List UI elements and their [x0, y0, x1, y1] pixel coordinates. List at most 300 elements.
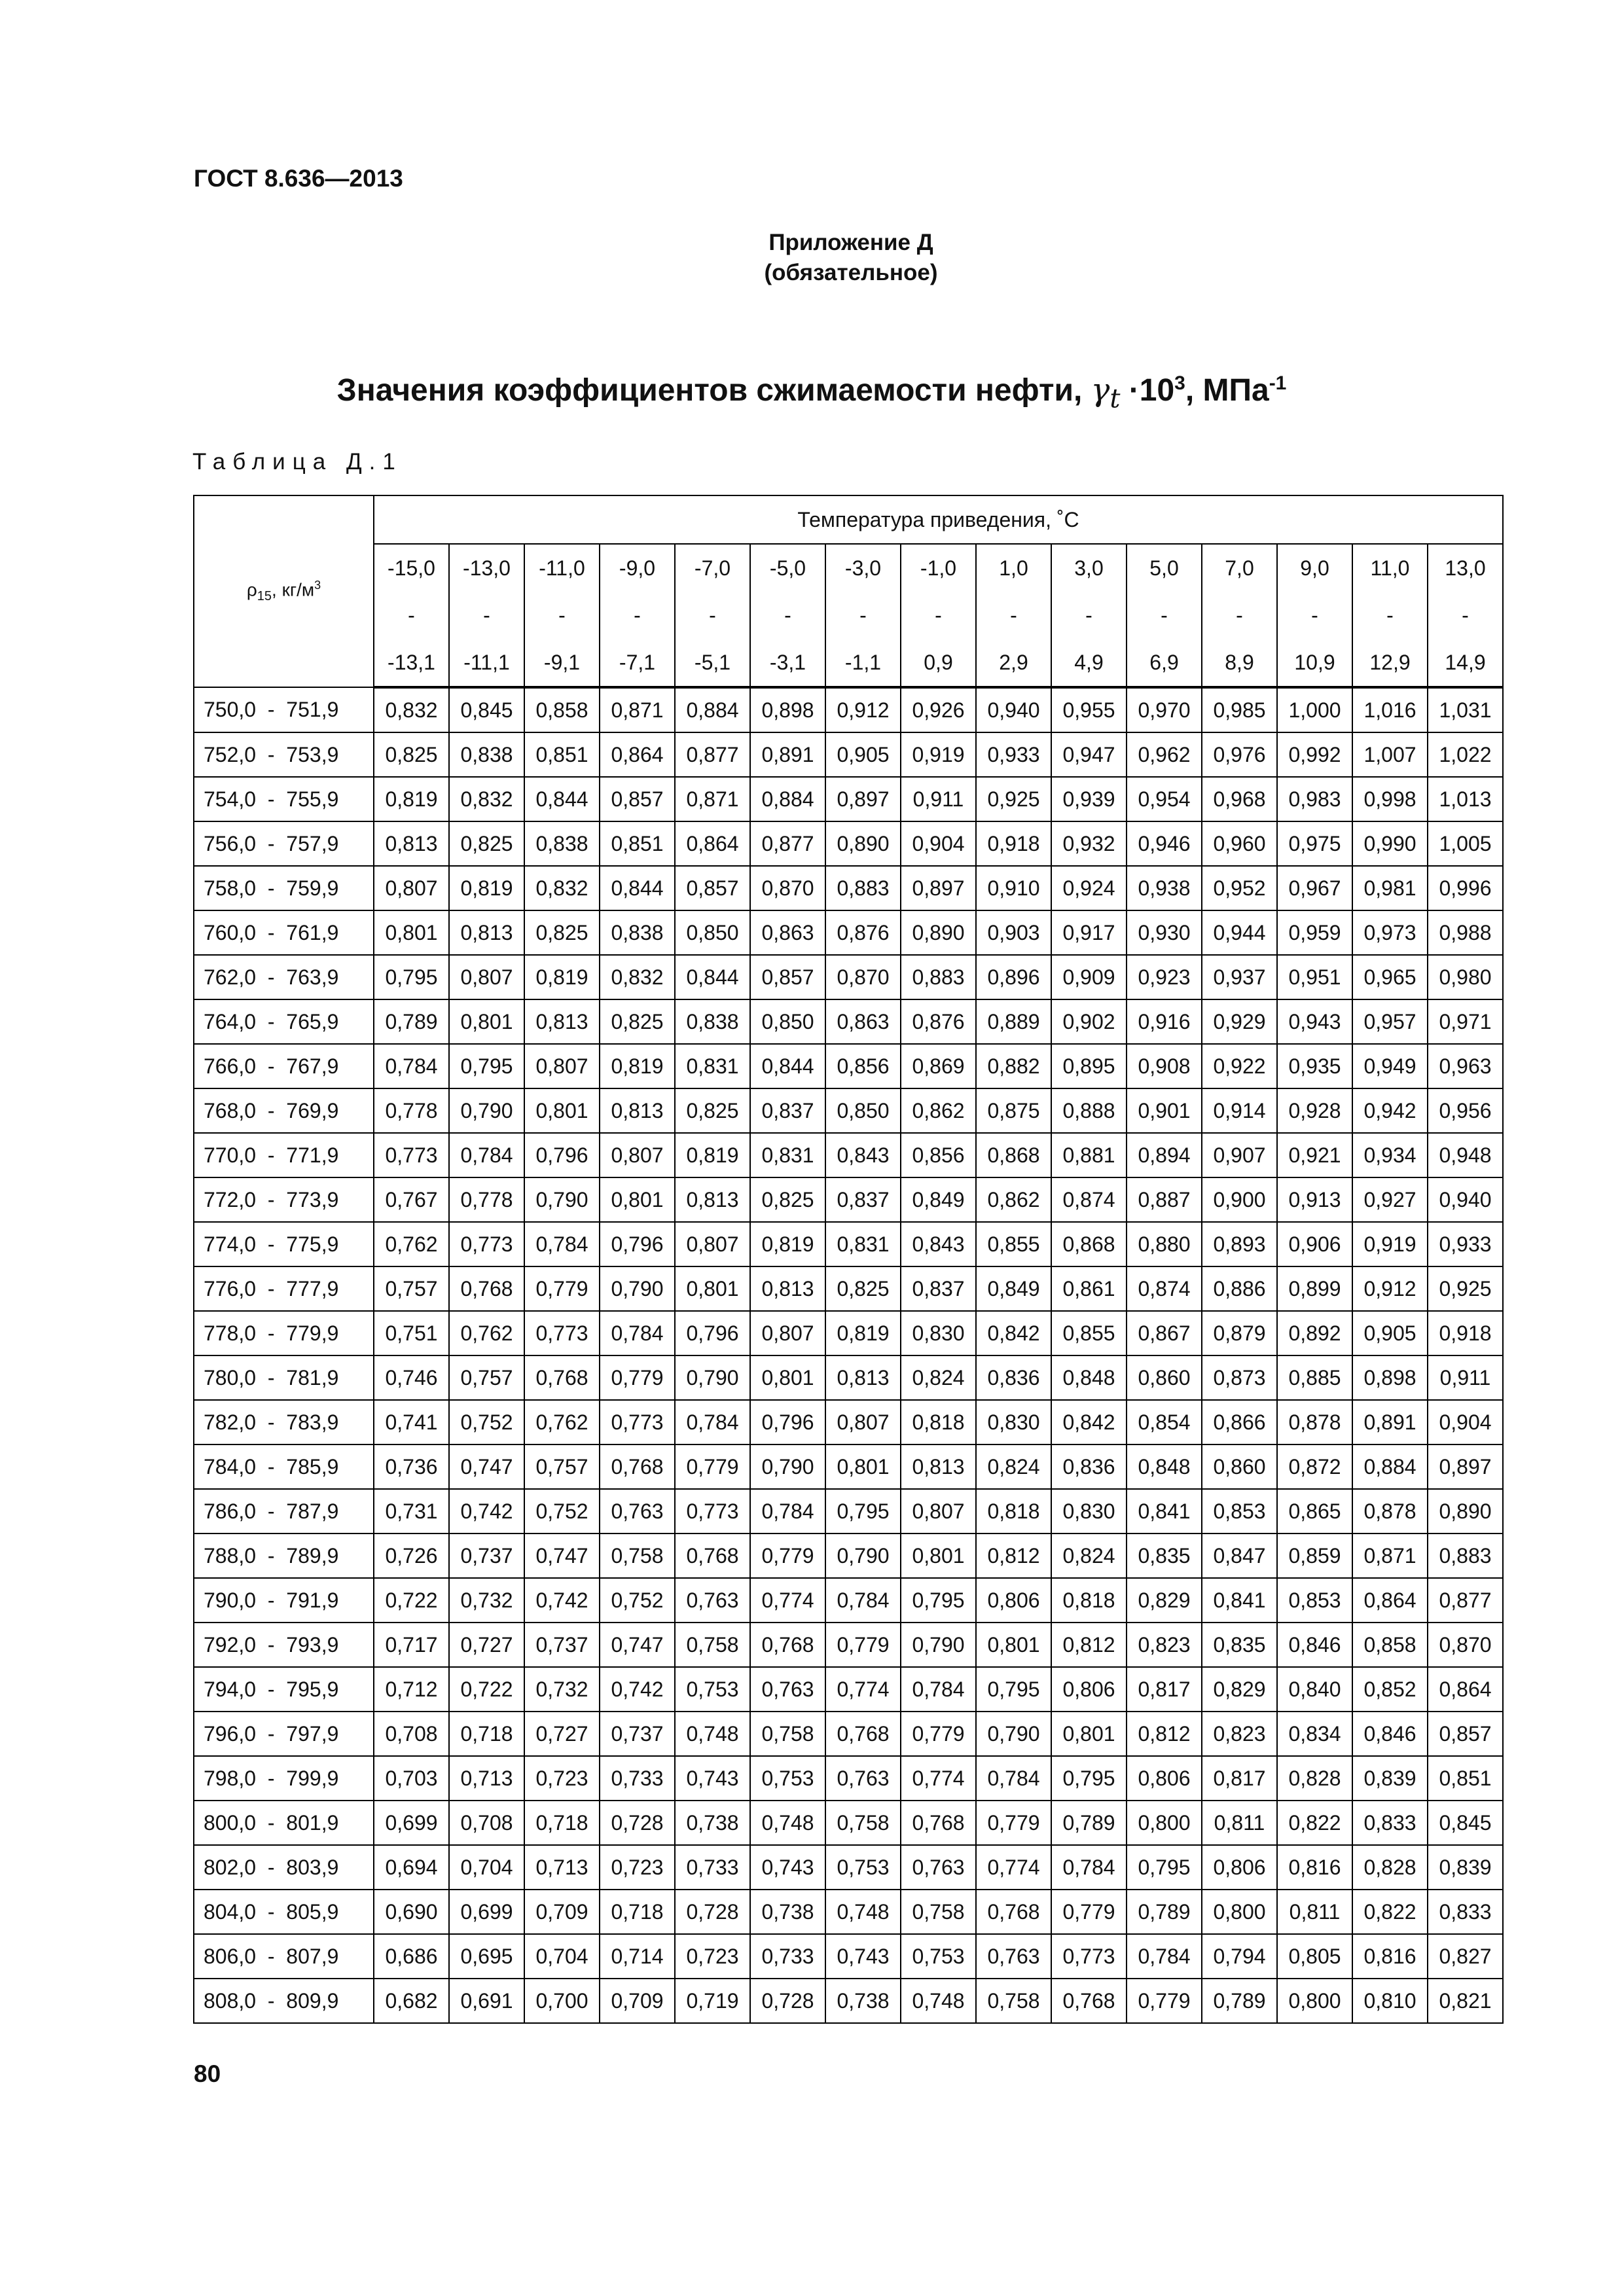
coefficient-cell: 0,753: [825, 1845, 901, 1890]
density-range-cell: 754,0 - 755,9: [194, 777, 374, 821]
coefficient-cell: 0,728: [750, 1979, 825, 2023]
coefficient-cell: 0,819: [524, 955, 600, 999]
coefficient-cell: 0,819: [449, 866, 524, 910]
coefficient-cell: 0,874: [1127, 1266, 1202, 1311]
coefficient-cell: 0,839: [1352, 1756, 1428, 1801]
document-code: ГОСТ 8.636—2013: [194, 165, 403, 192]
coefficient-cell: 0,813: [374, 821, 449, 866]
coefficient-cell: 0,773: [600, 1400, 675, 1444]
coefficient-cell: 0,849: [901, 1177, 976, 1222]
coefficient-cell: 0,838: [449, 732, 524, 777]
coefficient-cell: 0,737: [449, 1534, 524, 1578]
coefficient-cell: 0,905: [1352, 1311, 1428, 1355]
temperature-range-from: 7,0: [1225, 556, 1254, 580]
coefficient-cell: 0,758: [675, 1623, 750, 1667]
coefficient-cell: 0,912: [825, 687, 901, 732]
coefficient-cell: 0,714: [600, 1934, 675, 1979]
table-row: [194, 1845, 1503, 1890]
page-title: [157, 372, 1466, 414]
table-body: [194, 687, 1503, 2023]
coefficient-cell: 0,864: [1352, 1578, 1428, 1623]
coefficient-cell: 0,825: [449, 821, 524, 866]
coefficient-cell: 0,718: [524, 1801, 600, 1845]
coefficient-cell: 0,757: [374, 1266, 449, 1311]
coefficient-cell: 0,768: [901, 1801, 976, 1845]
coefficient-cell: 0,709: [524, 1890, 600, 1934]
coefficient-cell: 0,825: [825, 1266, 901, 1311]
temperature-column-header: [976, 544, 1051, 687]
density-range-cell: 764,0 - 765,9: [194, 999, 374, 1044]
coefficient-cell: 0,753: [901, 1934, 976, 1979]
coefficient-cell: 0,971: [1428, 999, 1503, 1044]
coefficient-cell: 0,790: [675, 1355, 750, 1400]
coefficient-cell: 0,932: [1051, 821, 1127, 866]
coefficient-cell: 0,723: [524, 1756, 600, 1801]
density-range-cell: 786,0 - 787,9: [194, 1489, 374, 1534]
temperature-range-sep: -: [483, 603, 490, 627]
coefficient-cell: 0,942: [1352, 1088, 1428, 1133]
coefficient-cell: 0,796: [600, 1222, 675, 1266]
temperature-range-to: 12,9: [1369, 651, 1411, 674]
density-range-cell: 756,0 - 757,9: [194, 821, 374, 866]
coefficient-cell: 0,911: [901, 777, 976, 821]
coefficient-cell: 0,779: [1127, 1979, 1202, 2023]
coefficient-cell: 0,896: [976, 955, 1051, 999]
title-multiplier: ·10: [1120, 373, 1175, 408]
coefficient-cell: 0,812: [976, 1534, 1051, 1578]
coefficient-cell: 0,882: [976, 1044, 1051, 1088]
coefficient-cell: 0,849: [976, 1266, 1051, 1311]
coefficient-cell: 0,951: [1277, 955, 1352, 999]
coefficient-cell: 0,790: [901, 1623, 976, 1667]
coefficient-cell: 0,718: [449, 1712, 524, 1756]
coefficient-cell: 0,853: [1202, 1489, 1277, 1534]
coefficient-cell: 0,773: [1051, 1934, 1127, 1979]
rho-unit-exponent: 3: [314, 579, 321, 592]
coefficient-cell: 0,830: [976, 1400, 1051, 1444]
coefficient-cell: 0,778: [374, 1088, 449, 1133]
temperature-column-header: [675, 544, 750, 687]
coefficient-cell: 0,897: [1428, 1444, 1503, 1489]
table-row: [194, 1890, 1503, 1934]
coefficient-cell: 0,976: [1202, 732, 1277, 777]
coefficient-cell: 0,733: [750, 1934, 825, 1979]
table-row: [194, 1712, 1503, 1756]
coefficient-cell: 0,957: [1352, 999, 1428, 1044]
coefficient-cell: 0,948: [1428, 1133, 1503, 1177]
coefficient-cell: 0,930: [1127, 910, 1202, 955]
coefficient-cell: 0,824: [901, 1355, 976, 1400]
coefficient-cell: 1,013: [1428, 777, 1503, 821]
coefficient-cell: 0,825: [675, 1088, 750, 1133]
coefficient-cell: 0,784: [449, 1133, 524, 1177]
coefficient-cell: 0,828: [1277, 1756, 1352, 1801]
coefficient-cell: 0,723: [675, 1934, 750, 1979]
coefficient-cell: 0,819: [600, 1044, 675, 1088]
coefficient-cell: 0,929: [1202, 999, 1277, 1044]
temperature-column-header: [1428, 544, 1503, 687]
coefficient-cell: 0,812: [1127, 1712, 1202, 1756]
coefficient-cell: 0,885: [1277, 1355, 1352, 1400]
table-row: [194, 1489, 1503, 1534]
table-row: [194, 910, 1503, 955]
gamma-letter: γ: [1091, 372, 1110, 408]
coefficient-cell: 0,779: [524, 1266, 600, 1311]
coefficient-cell: 0,690: [374, 1890, 449, 1934]
coefficient-cell: 0,973: [1352, 910, 1428, 955]
coefficient-cell: 0,753: [750, 1756, 825, 1801]
coefficient-cell: 0,700: [524, 1979, 600, 2023]
coefficient-cell: 0,758: [976, 1979, 1051, 2023]
coefficient-cell: 0,708: [374, 1712, 449, 1756]
coefficient-cell: 0,762: [374, 1222, 449, 1266]
table-row: [194, 821, 1503, 866]
coefficient-cell: 0,813: [825, 1355, 901, 1400]
coefficient-cell: 0,795: [976, 1667, 1051, 1712]
coefficient-cell: 0,813: [524, 999, 600, 1044]
density-range-cell: 750,0 - 751,9: [194, 687, 374, 732]
coefficient-cell: 0,878: [1277, 1400, 1352, 1444]
coefficient-cell: 0,779: [675, 1444, 750, 1489]
coefficient-cell: 0,800: [1202, 1890, 1277, 1934]
coefficient-cell: 0,861: [1051, 1266, 1127, 1311]
title-text: Значения коэффициентов сжимаемости нефти,: [336, 373, 1091, 408]
coefficient-cell: 0,925: [1428, 1266, 1503, 1311]
coefficient-cell: 0,911: [1428, 1355, 1503, 1400]
table-row: [194, 1578, 1503, 1623]
temperature-group-header: Температура приведения, ˚С: [374, 495, 1503, 544]
coefficient-cell: 0,863: [825, 999, 901, 1044]
coefficient-cell: 0,817: [1202, 1756, 1277, 1801]
coefficient-cell: 0,833: [1428, 1890, 1503, 1934]
coefficient-cell: 0,801: [976, 1623, 1051, 1667]
coefficient-cell: 0,967: [1277, 866, 1352, 910]
coefficient-cell: 0,869: [901, 1044, 976, 1088]
coefficient-cell: 0,806: [976, 1578, 1051, 1623]
coefficient-cell: 0,943: [1277, 999, 1352, 1044]
coefficient-cell: 0,784: [901, 1667, 976, 1712]
coefficient-cell: 0,851: [600, 821, 675, 866]
coefficient-cell: 0,748: [825, 1890, 901, 1934]
coefficient-cell: 0,949: [1352, 1044, 1428, 1088]
appendix-heading: [720, 228, 982, 288]
coefficient-cell: 0,883: [1428, 1534, 1503, 1578]
coefficient-cell: 0,842: [1051, 1400, 1127, 1444]
coefficient-cell: 0,859: [1277, 1534, 1352, 1578]
table-head: [194, 495, 1503, 687]
temperature-range-from: 1,0: [999, 556, 1028, 580]
density-column-header: [194, 495, 374, 687]
coefficient-cell: 0,933: [976, 732, 1051, 777]
appendix-label: Приложение Д: [768, 230, 933, 255]
density-range-cell: 766,0 - 767,9: [194, 1044, 374, 1088]
temperature-range-to: -3,1: [769, 651, 806, 674]
density-range-cell: 806,0 - 807,9: [194, 1934, 374, 1979]
density-range-cell: 790,0 - 791,9: [194, 1578, 374, 1623]
temperature-range-sep: -: [634, 603, 641, 627]
coefficient-cell: 0,779: [976, 1801, 1051, 1845]
coefficient-cell: 0,845: [449, 687, 524, 732]
temperature-range-from: -15,0: [388, 556, 435, 580]
coefficient-cell: 0,811: [1202, 1801, 1277, 1845]
coefficient-cell: 0,691: [449, 1979, 524, 2023]
coefficient-cell: 0,784: [374, 1044, 449, 1088]
coefficient-cell: 0,906: [1277, 1222, 1352, 1266]
coefficient-cell: 0,816: [1277, 1845, 1352, 1890]
coefficient-cell: 0,928: [1277, 1088, 1352, 1133]
coefficient-cell: 0,837: [750, 1088, 825, 1133]
coefficient-cell: 0,898: [1352, 1355, 1428, 1400]
coefficient-cell: 0,837: [825, 1177, 901, 1222]
coefficient-cell: 0,795: [825, 1489, 901, 1534]
coefficient-cell: 0,752: [600, 1578, 675, 1623]
coefficient-cell: 0,773: [374, 1133, 449, 1177]
coefficient-cell: 0,883: [901, 955, 976, 999]
coefficient-cell: 0,762: [524, 1400, 600, 1444]
density-range-cell: 758,0 - 759,9: [194, 866, 374, 910]
coefficient-cell: 0,813: [600, 1088, 675, 1133]
coefficient-cell: 0,827: [1428, 1934, 1503, 1979]
coefficient-cell: 0,818: [976, 1489, 1051, 1534]
temperature-range-from: -5,0: [769, 556, 806, 580]
table-row: [194, 1133, 1503, 1177]
table-row: [194, 1934, 1503, 1979]
temperature-range-sep: -: [1161, 603, 1168, 627]
coefficient-cell: 0,768: [600, 1444, 675, 1489]
density-range-cell: 796,0 - 797,9: [194, 1712, 374, 1756]
coefficient-cell: 0,877: [750, 821, 825, 866]
coefficient-cell: 0,848: [1127, 1444, 1202, 1489]
temperature-range-to: 14,9: [1445, 651, 1486, 674]
coefficient-cell: 0,912: [1352, 1266, 1428, 1311]
coefficient-cell: 0,773: [675, 1489, 750, 1534]
coefficient-cell: 0,840: [1277, 1667, 1352, 1712]
coefficient-cell: 0,733: [675, 1845, 750, 1890]
coefficient-cell: 0,960: [1202, 821, 1277, 866]
coefficient-cell: 0,975: [1277, 821, 1352, 866]
coefficient-cell: 0,767: [374, 1177, 449, 1222]
coefficient-cell: 0,728: [600, 1801, 675, 1845]
coefficient-cell: 0,743: [675, 1756, 750, 1801]
temperature-range-sep: -: [859, 603, 867, 627]
coefficient-cell: 0,884: [750, 777, 825, 821]
coefficient-cell: 0,778: [449, 1177, 524, 1222]
coefficient-cell: 0,823: [1127, 1623, 1202, 1667]
temperature-column-header: [1352, 544, 1428, 687]
coefficient-cell: 0,871: [600, 687, 675, 732]
coefficient-cell: 0,738: [675, 1801, 750, 1845]
coefficient-cell: 0,774: [901, 1756, 976, 1801]
temperature-range-sep: -: [1386, 603, 1394, 627]
density-range-cell: 808,0 - 809,9: [194, 1979, 374, 2023]
temperature-range-sep: -: [558, 603, 566, 627]
coefficient-cell: 0,888: [1051, 1088, 1127, 1133]
coefficient-cell: 0,718: [600, 1890, 675, 1934]
temperature-range-to: 6,9: [1149, 651, 1179, 674]
coefficient-cell: 1,031: [1428, 687, 1503, 732]
coefficient-cell: 0,902: [1051, 999, 1127, 1044]
coefficient-cell: 0,850: [825, 1088, 901, 1133]
coefficient-cell: 0,875: [976, 1088, 1051, 1133]
table-row: [194, 1044, 1503, 1088]
coefficient-cell: 0,713: [449, 1756, 524, 1801]
coefficient-cell: 0,726: [374, 1534, 449, 1578]
density-range-cell: 792,0 - 793,9: [194, 1623, 374, 1667]
coefficient-cell: 0,925: [976, 777, 1051, 821]
coefficient-cell: 0,881: [1051, 1133, 1127, 1177]
coefficient-cell: 0,789: [1127, 1890, 1202, 1934]
coefficient-cell: 0,743: [750, 1845, 825, 1890]
temperature-column-header: [374, 544, 449, 687]
coefficient-cell: 0,876: [825, 910, 901, 955]
coefficient-cell: 0,790: [750, 1444, 825, 1489]
coefficient-cell: 0,837: [901, 1266, 976, 1311]
coefficient-cell: 0,890: [825, 821, 901, 866]
coefficient-cell: 0,846: [1277, 1623, 1352, 1667]
density-range-cell: 780,0 - 781,9: [194, 1355, 374, 1400]
coefficient-cell: 0,901: [1127, 1088, 1202, 1133]
coefficient-cell: 0,717: [374, 1623, 449, 1667]
coefficient-cell: 0,807: [825, 1400, 901, 1444]
coefficient-cell: 0,818: [901, 1400, 976, 1444]
coefficient-cell: 0,737: [524, 1623, 600, 1667]
coefficient-cell: 0,738: [825, 1979, 901, 2023]
coefficient-cell: 0,832: [600, 955, 675, 999]
coefficient-cell: 0,864: [675, 821, 750, 866]
table-row: [194, 732, 1503, 777]
coefficient-cell: 0,857: [600, 777, 675, 821]
coefficient-cell: 0,917: [1051, 910, 1127, 955]
gamma-symbol: [1091, 372, 1121, 414]
coefficient-cell: 0,918: [1428, 1311, 1503, 1355]
coefficient-cell: 0,878: [1352, 1489, 1428, 1534]
temperature-range-to: -1,1: [844, 651, 882, 674]
coefficient-cell: 0,924: [1051, 866, 1127, 910]
coefficient-cell: 0,790: [449, 1088, 524, 1133]
coefficient-cell: 0,704: [449, 1845, 524, 1890]
coefficient-cell: 0,733: [600, 1756, 675, 1801]
coefficient-cell: 0,807: [524, 1044, 600, 1088]
coefficient-cell: 0,947: [1051, 732, 1127, 777]
coefficient-cell: 0,858: [524, 687, 600, 732]
density-range-cell: 752,0 - 753,9: [194, 732, 374, 777]
coefficient-cell: 0,844: [600, 866, 675, 910]
coefficient-cell: 0,831: [750, 1133, 825, 1177]
coefficient-cell: 0,699: [374, 1801, 449, 1845]
coefficient-cell: 0,844: [524, 777, 600, 821]
coefficient-cell: 0,699: [449, 1890, 524, 1934]
coefficient-cell: 0,862: [976, 1177, 1051, 1222]
coefficient-cell: 0,784: [675, 1400, 750, 1444]
coefficient-cell: 0,876: [901, 999, 976, 1044]
coefficient-cell: 0,868: [976, 1133, 1051, 1177]
coefficient-cell: 0,736: [374, 1444, 449, 1489]
coefficient-cell: 0,795: [449, 1044, 524, 1088]
coefficient-cell: 0,818: [1051, 1578, 1127, 1623]
coefficient-cell: 0,703: [374, 1756, 449, 1801]
temperature-range-to: -7,1: [619, 651, 656, 674]
coefficient-cell: 0,851: [524, 732, 600, 777]
coefficient-cell: 0,763: [901, 1845, 976, 1890]
coefficient-cell: 0,838: [600, 910, 675, 955]
coefficient-cell: 0,870: [825, 955, 901, 999]
temperature-range-to: 0,9: [924, 651, 953, 674]
coefficient-cell: 0,719: [675, 1979, 750, 2023]
table-row: [194, 1756, 1503, 1801]
coefficient-cell: 0,927: [1352, 1177, 1428, 1222]
coefficient-cell: 0,880: [1127, 1222, 1202, 1266]
table-row: [194, 866, 1503, 910]
coefficient-cell: 1,016: [1352, 687, 1428, 732]
coefficient-cell: 0,914: [1202, 1088, 1277, 1133]
title-exponent: 3: [1174, 372, 1185, 394]
table-row: [194, 1667, 1503, 1712]
coefficient-cell: 0,887: [1127, 1177, 1202, 1222]
coefficient-cell: 0,970: [1127, 687, 1202, 732]
coefficient-cell: 0,768: [449, 1266, 524, 1311]
coefficient-cell: 0,801: [1051, 1712, 1127, 1756]
table-row: [194, 1801, 1503, 1845]
coefficient-cell: 0,795: [901, 1578, 976, 1623]
coefficient-cell: 0,806: [1202, 1845, 1277, 1890]
coefficient-cell: 0,824: [976, 1444, 1051, 1489]
temperature-range-sep: -: [1236, 603, 1243, 627]
coefficient-cell: 0,737: [600, 1712, 675, 1756]
coefficient-cell: 0,746: [374, 1355, 449, 1400]
coefficient-cell: 0,898: [750, 687, 825, 732]
coefficient-cell: 0,963: [1428, 1044, 1503, 1088]
title-unit-exponent: -1: [1269, 372, 1287, 394]
table-row: [194, 999, 1503, 1044]
coefficient-cell: 0,790: [976, 1712, 1051, 1756]
appendix-status: (обязательное): [764, 260, 938, 285]
density-range-cell: 794,0 - 795,9: [194, 1667, 374, 1712]
temperature-range-to: 2,9: [999, 651, 1028, 674]
coefficient-cell: 0,909: [1051, 955, 1127, 999]
coefficient-cell: 0,910: [976, 866, 1051, 910]
coefficient-cell: 0,768: [750, 1623, 825, 1667]
coefficient-cell: 0,988: [1428, 910, 1503, 955]
table-row: [194, 1979, 1503, 2023]
coefficient-cell: 0,779: [825, 1623, 901, 1667]
coefficient-cell: 0,796: [750, 1400, 825, 1444]
temperature-range-from: 13,0: [1445, 556, 1486, 580]
coefficient-cell: 0,795: [1127, 1845, 1202, 1890]
coefficient-cell: 0,893: [1202, 1222, 1277, 1266]
coefficient-cell: 0,836: [1051, 1444, 1127, 1489]
coefficient-cell: 0,904: [901, 821, 976, 866]
coefficient-cell: 0,899: [1277, 1266, 1352, 1311]
density-range-cell: 760,0 - 761,9: [194, 910, 374, 955]
coefficient-cell: 0,847: [1202, 1534, 1277, 1578]
coefficient-cell: 0,807: [449, 955, 524, 999]
temperature-range-sep: -: [1462, 603, 1469, 627]
coefficient-cell: 1,007: [1352, 732, 1428, 777]
coefficient-cell: 0,904: [1428, 1400, 1503, 1444]
coefficient-cell: 0,918: [976, 821, 1051, 866]
coefficient-cell: 0,822: [1277, 1801, 1352, 1845]
temperature-range-to: -11,1: [463, 651, 510, 674]
coefficient-cell: 0,857: [750, 955, 825, 999]
coefficient-cell: 0,983: [1277, 777, 1352, 821]
coefficient-cell: 0,784: [750, 1489, 825, 1534]
coefficient-cell: 0,829: [1127, 1578, 1202, 1623]
coefficient-cell: 0,807: [374, 866, 449, 910]
density-range-cell: 776,0 - 777,9: [194, 1266, 374, 1311]
coefficient-cell: 0,845: [1428, 1801, 1503, 1845]
coefficient-cell: 0,874: [1051, 1177, 1127, 1222]
coefficient-cell: 0,877: [675, 732, 750, 777]
